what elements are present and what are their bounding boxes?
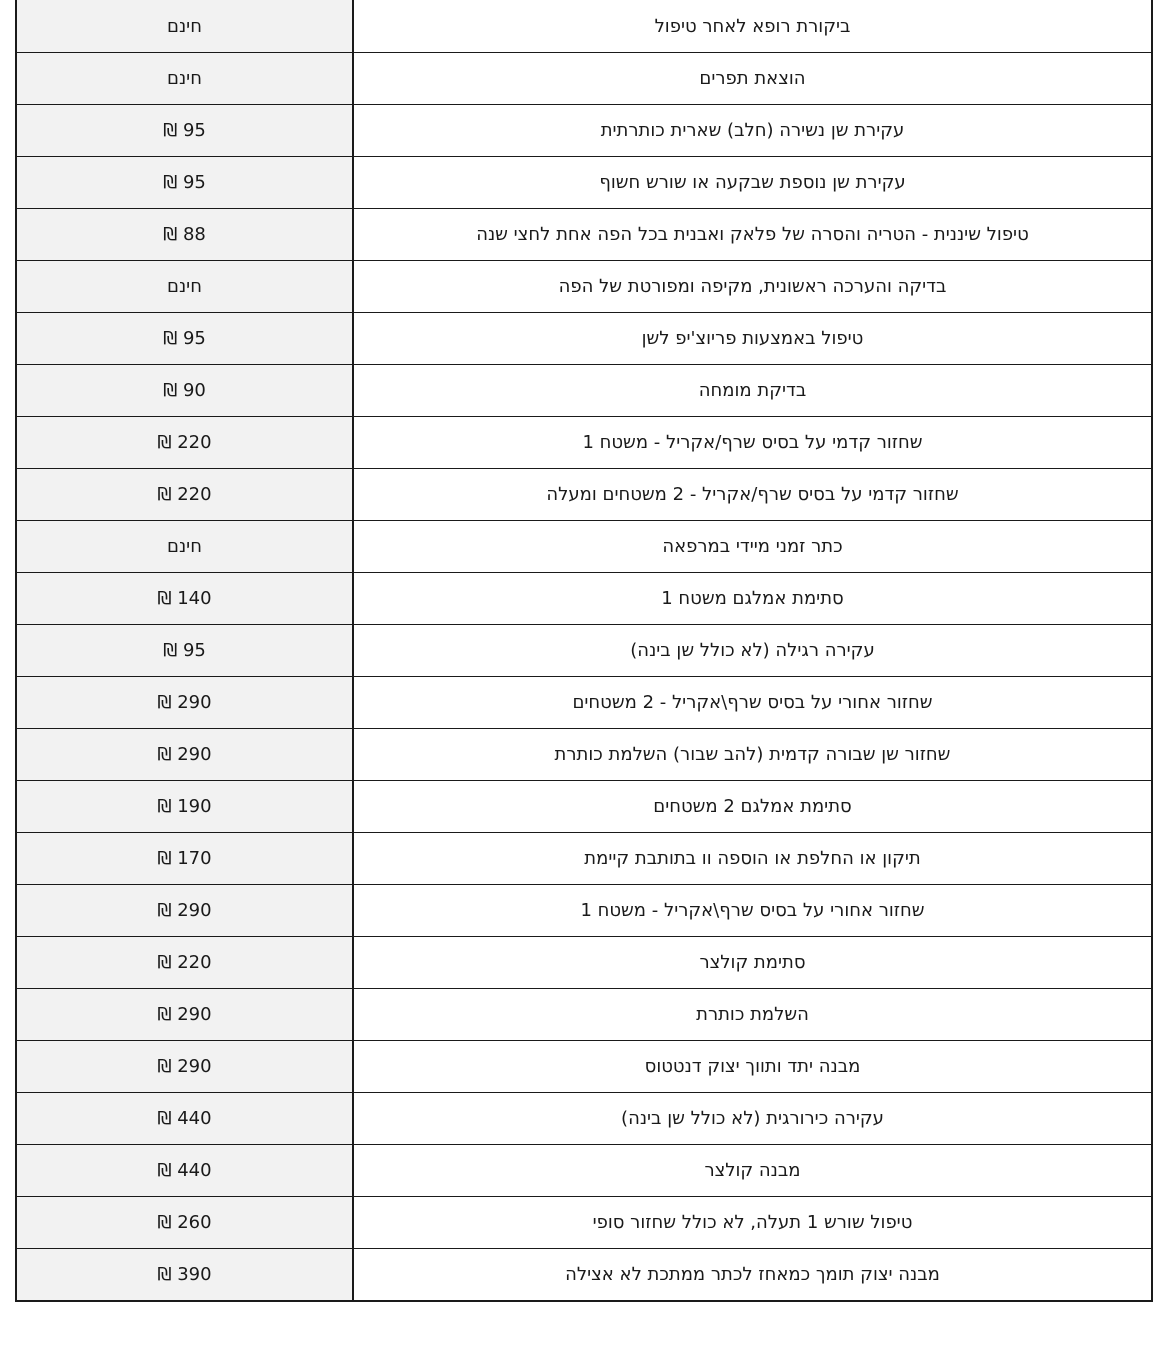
table-row xyxy=(16,417,1152,469)
service-name: עקירת שן נוספת שבקעה או שורש חשוף xyxy=(353,157,1152,209)
service-price: חינם xyxy=(16,0,353,53)
service-price: חינם xyxy=(16,261,353,313)
table-row xyxy=(16,469,1152,521)
service-price: 220 ₪ xyxy=(16,937,353,989)
service-name: שחזור אחורי על בסיס שרף\אקריל - משטח 1 xyxy=(353,885,1152,937)
table-row xyxy=(16,1093,1152,1145)
table-row xyxy=(16,989,1152,1041)
table-row xyxy=(16,937,1152,989)
service-name: סתימת אמלגם משטח 1 xyxy=(353,573,1152,625)
table-row xyxy=(16,105,1152,157)
table-row xyxy=(16,365,1152,417)
service-name: סתימת קולצר xyxy=(353,937,1152,989)
table-row xyxy=(16,261,1152,313)
service-price: 95 ₪ xyxy=(16,157,353,209)
table-row xyxy=(16,1041,1152,1093)
service-price: 190 ₪ xyxy=(16,781,353,833)
service-price: 220 ₪ xyxy=(16,469,353,521)
service-price: 290 ₪ xyxy=(16,885,353,937)
table-row xyxy=(16,209,1152,261)
service-name: הוצאת תפרים xyxy=(353,53,1152,105)
service-price: 220 ₪ xyxy=(16,417,353,469)
table-row xyxy=(16,0,1152,53)
table-row xyxy=(16,677,1152,729)
service-price: 95 ₪ xyxy=(16,313,353,365)
table-row xyxy=(16,157,1152,209)
table-row xyxy=(16,313,1152,365)
table-row xyxy=(16,625,1152,677)
table-row xyxy=(16,781,1152,833)
service-name: תיקון או החלפת או הוספה וו בתותבת קיימת xyxy=(353,833,1152,885)
service-name: מבנה יצוק תומך כמאחז לכתר ממתכת לא אצילה xyxy=(353,1249,1152,1302)
service-name: סתימת אמלגם 2 משטחים xyxy=(353,781,1152,833)
table-row xyxy=(16,1249,1152,1302)
price-table-body xyxy=(16,0,1152,1301)
service-name: בדיקת מומחה xyxy=(353,365,1152,417)
service-price: 390 ₪ xyxy=(16,1249,353,1302)
service-price: 290 ₪ xyxy=(16,677,353,729)
table-row xyxy=(16,573,1152,625)
service-price: 290 ₪ xyxy=(16,729,353,781)
service-price: 90 ₪ xyxy=(16,365,353,417)
service-name: שחזור אחורי על בסיס שרף\אקריל - 2 משטחים xyxy=(353,677,1152,729)
service-name: עקירה כירורגית (לא כולל שן בינה) xyxy=(353,1093,1152,1145)
service-price: 170 ₪ xyxy=(16,833,353,885)
table-row xyxy=(16,1145,1152,1197)
service-price: חינם xyxy=(16,521,353,573)
service-price: 440 ₪ xyxy=(16,1145,353,1197)
service-name: שחזור קדמי על בסיס שרף/אקריל - משטח 1 xyxy=(353,417,1152,469)
service-name: בדיקה והערכה ראשונית, מקיפה ומפורטת של הפה xyxy=(353,261,1152,313)
service-price: 440 ₪ xyxy=(16,1093,353,1145)
service-price: חינם xyxy=(16,53,353,105)
service-name: עקירת שן נשירה (חלב) שארית כותרתית xyxy=(353,105,1152,157)
table-row xyxy=(16,521,1152,573)
service-name: השלמת כותרת xyxy=(353,989,1152,1041)
service-price: 95 ₪ xyxy=(16,625,353,677)
table-row xyxy=(16,833,1152,885)
table-row xyxy=(16,885,1152,937)
service-name: טיפול שיננית - הטריה והסרה של פלאק ואבנית בכל הפה אחת לחצי שנה xyxy=(353,209,1152,261)
table-row xyxy=(16,1197,1152,1249)
service-price: 95 ₪ xyxy=(16,105,353,157)
price-table xyxy=(15,0,1153,1302)
service-name: עקירה רגילה (לא כולל שן בינה) xyxy=(353,625,1152,677)
service-price: 290 ₪ xyxy=(16,1041,353,1093)
service-price: 260 ₪ xyxy=(16,1197,353,1249)
service-name: כתר זמני מיידי במרפאה xyxy=(353,521,1152,573)
service-name: ביקורת רופא לאחר טיפול xyxy=(353,0,1152,53)
service-price: 88 ₪ xyxy=(16,209,353,261)
service-name: מבנה קולצר xyxy=(353,1145,1152,1197)
service-name: טיפול באמצעות פריוצ'יפ לשן xyxy=(353,313,1152,365)
table-row xyxy=(16,729,1152,781)
service-price: 140 ₪ xyxy=(16,573,353,625)
service-name: שחזור שן שבורה קדמית (להב שבור) השלמת כותרת xyxy=(353,729,1152,781)
service-name: טיפול שורש 1 תעלה, לא כולל שחזור סופי xyxy=(353,1197,1152,1249)
service-price: 290 ₪ xyxy=(16,989,353,1041)
service-name: שחזור קדמי על בסיס שרף/אקריל - 2 משטחים ומעלה xyxy=(353,469,1152,521)
table-row xyxy=(16,53,1152,105)
service-name: מבנה יתד ותווך יצוק דנטטוס xyxy=(353,1041,1152,1093)
